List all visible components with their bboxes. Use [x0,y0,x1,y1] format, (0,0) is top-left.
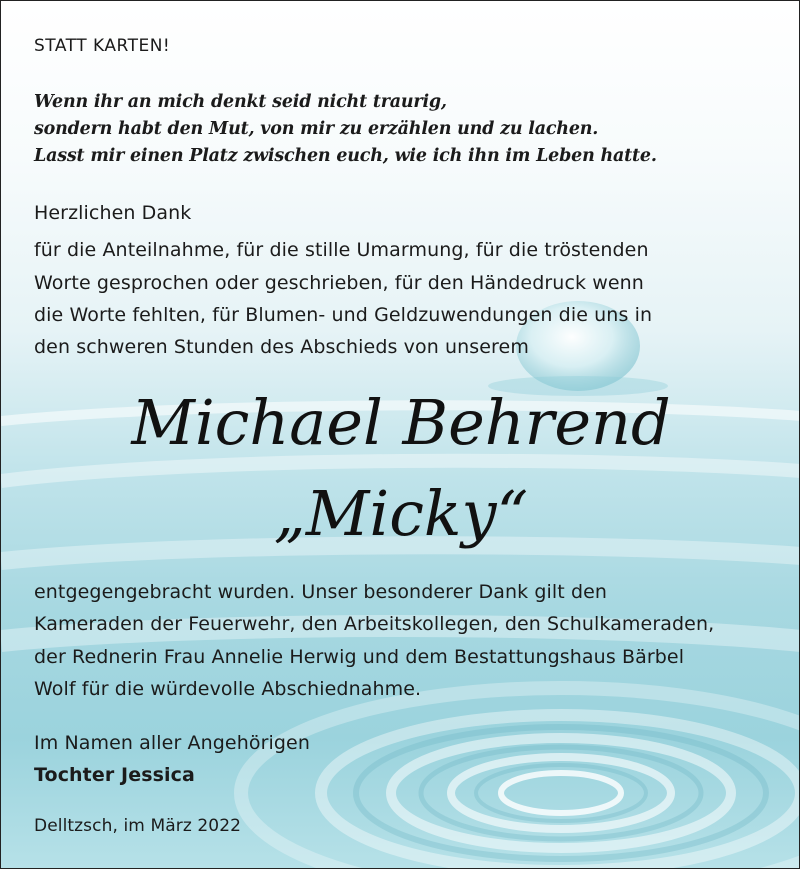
paragraph-line: Wolf für die würdevolle Abschiednahme. [34,678,422,700]
paragraph-line: Kameraden der Feuerwehr, den Arbeitskollegen, den Schulkameraden, [34,613,715,635]
paragraph-line: die Worte fehlten, für Blumen- und Geldzuwendungen die uns in [34,304,653,326]
header-statt-karten: STATT KARTEN! [34,36,171,56]
paragraph-line: den schweren Stunden des Abschieds von unserem [34,336,529,358]
poem-line: sondern habt den Mut, von mir zu erzählen und zu lachen. [34,119,599,139]
paragraph-line: für die Anteilnahme, für die stille Umarmung, für die tröstenden [34,239,649,261]
signoff-name: Tochter Jessica [34,764,195,786]
paragraph-line: Worte gesprochen oder geschrieben, für den Händedruck wenn [34,272,644,294]
place-and-date: Delltzsch, im März 2022 [34,816,242,836]
poem-line: Wenn ihr an mich denkt seid nicht traurig, [34,92,447,112]
paragraph-line: der Rednerin Frau Annelie Herwig und dem Bestattungshaus Bärbel [34,646,685,668]
paragraph-line: entgegengebracht wurden. Unser besonderer Dank gilt den [34,581,608,603]
signoff-line: Im Namen aller Angehörigen [34,732,310,754]
deceased-name: Michael Behrend [131,386,671,459]
thanks-heading: Herzlichen Dank [34,202,192,224]
text-content [1,1,800,869]
deceased-nickname: „Micky“ [273,477,529,550]
poem-line: Lasst mir einen Platz zwischen euch, wie ich ihn im Leben hatte. [34,146,657,166]
